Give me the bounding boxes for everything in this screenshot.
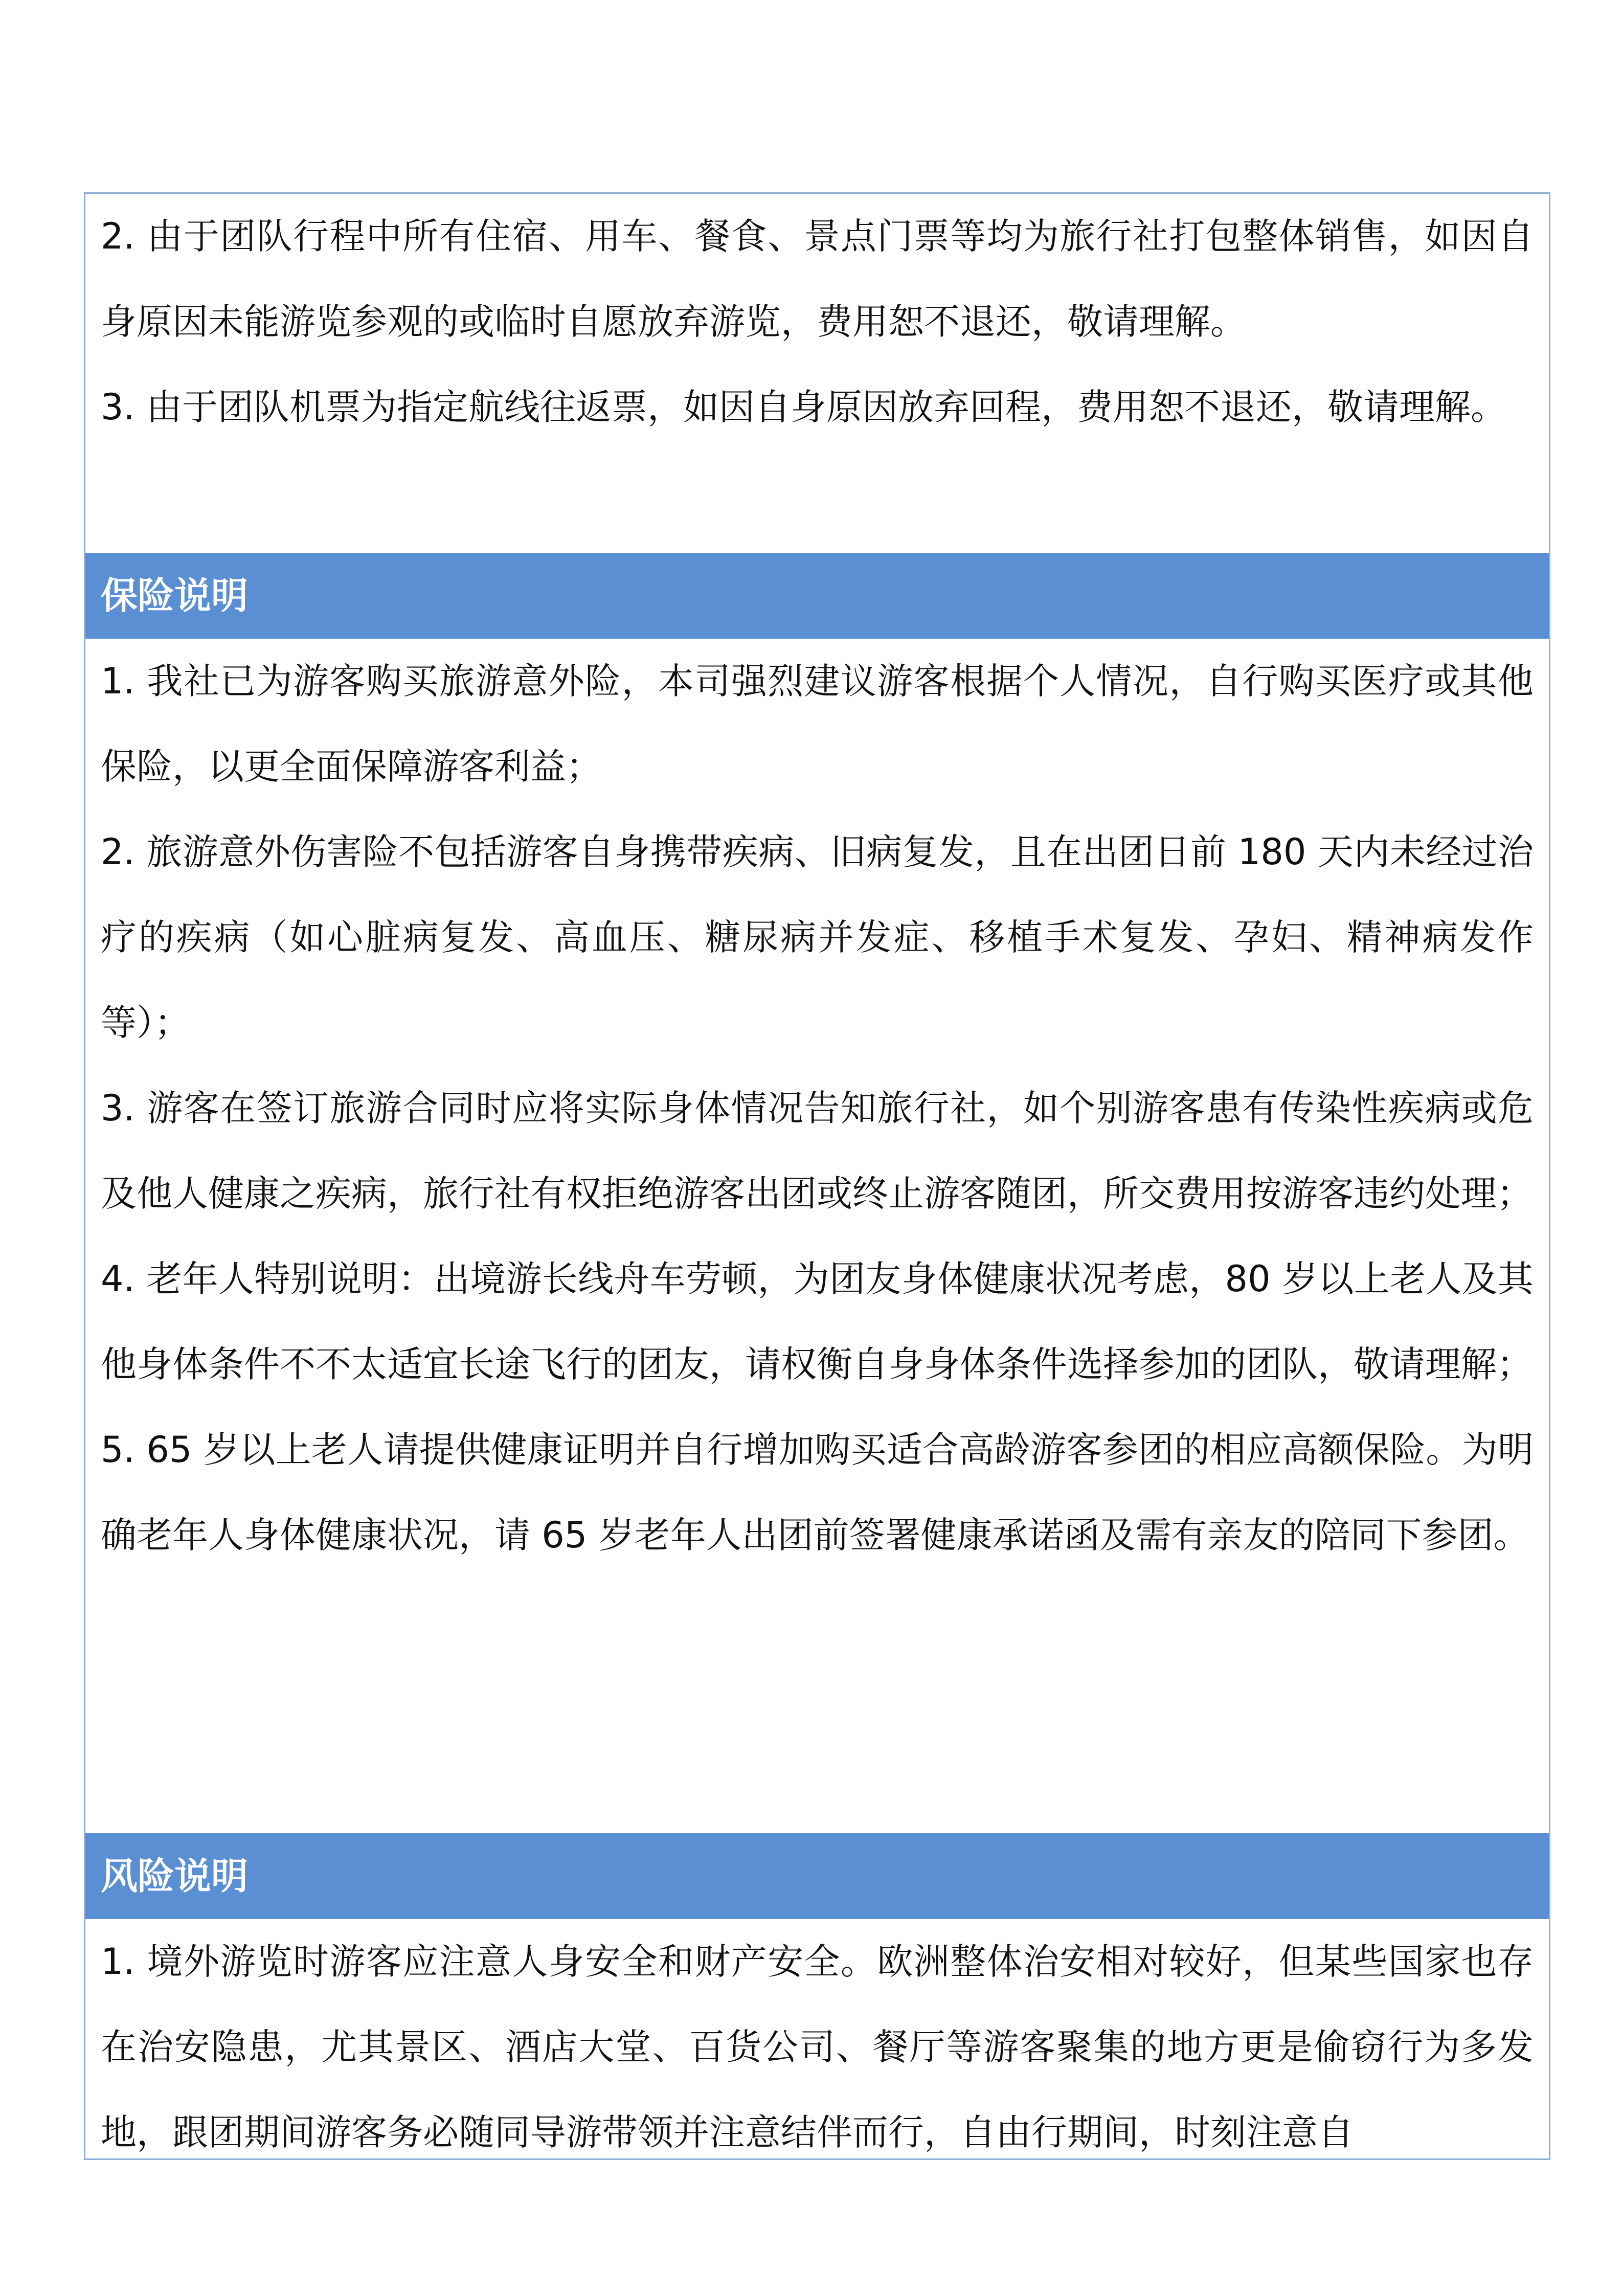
risk-item-1: 1. 境外游览时游客应注意人身安全和财产安全。欧洲整体治安相对较好，但某些国家也存在治安隐患，尤其景区、酒店大堂、百货公司、餐厅等游客聚集的地方更是偷窃行为多发地，跟团期间游客务必随同导游带领并注意结伴而行，自由行期间，时刻注意自 [101, 1941, 1534, 2153]
note-item-2: 2. 由于团队行程中所有住宿、用车、餐食、景点门票等均为旅行社打包整体销售，如因自身原因未能游览参观的或临时自愿放弃游览，费用恕不退还，敬请理解。 [101, 215, 1534, 343]
insurance-section [85, 639, 1549, 1833]
document-table [84, 192, 1550, 2160]
risk-section [85, 1919, 1549, 2160]
insurance-section-header: 保险说明 [85, 553, 1549, 639]
risk-section-header: 风险说明 [85, 1833, 1549, 1919]
insurance-item-5: 5. 65 岁以上老人请提供健康证明并自行增加购买适合高龄游客参团的相应高额保险。为明确老年人身体健康状况，请 65 岁老年人出团前签署健康承诺函及需有亲友的陪同下参团。 [101, 1429, 1534, 1556]
insurance-item-1: 1. 我社已为游客购买旅游意外险，本司强烈建议游客根据个人情况，自行购买医疗或其他保险，以更全面保障游客利益； [101, 660, 1534, 787]
note-item-3: 3. 由于团队机票为指定航线往返票，如因自身原因放弃回程，费用恕不退还，敬请理解。 [101, 386, 1507, 428]
insurance-item-2: 2. 旅游意外伤害险不包括游客自身携带疾病、旧病复发，且在出团日前 180 天内未经过治疗的疾病（如心脏病复发、高血压、糖尿病并发症、移植手术复发、孕妇、精神病发作等）； [101, 831, 1534, 1044]
notes-section [85, 194, 1549, 553]
insurance-item-3: 3. 游客在签订旅游合同时应将实际身体情况告知旅行社，如个别游客患有传染性疾病或危及他人健康之疾病，旅行社有权拒绝游客出团或终止游客随团，所交费用按游客违约处理； [101, 1087, 1534, 1214]
insurance-item-4: 4. 老年人特别说明：出境游长线舟车劳顿，为团友身体健康状况考虑，80 岁以上老人及其他身体条件不不太适宜长途飞行的团友，请权衡自身身体条件选择参加的团队，敬请理解； [101, 1258, 1534, 1385]
